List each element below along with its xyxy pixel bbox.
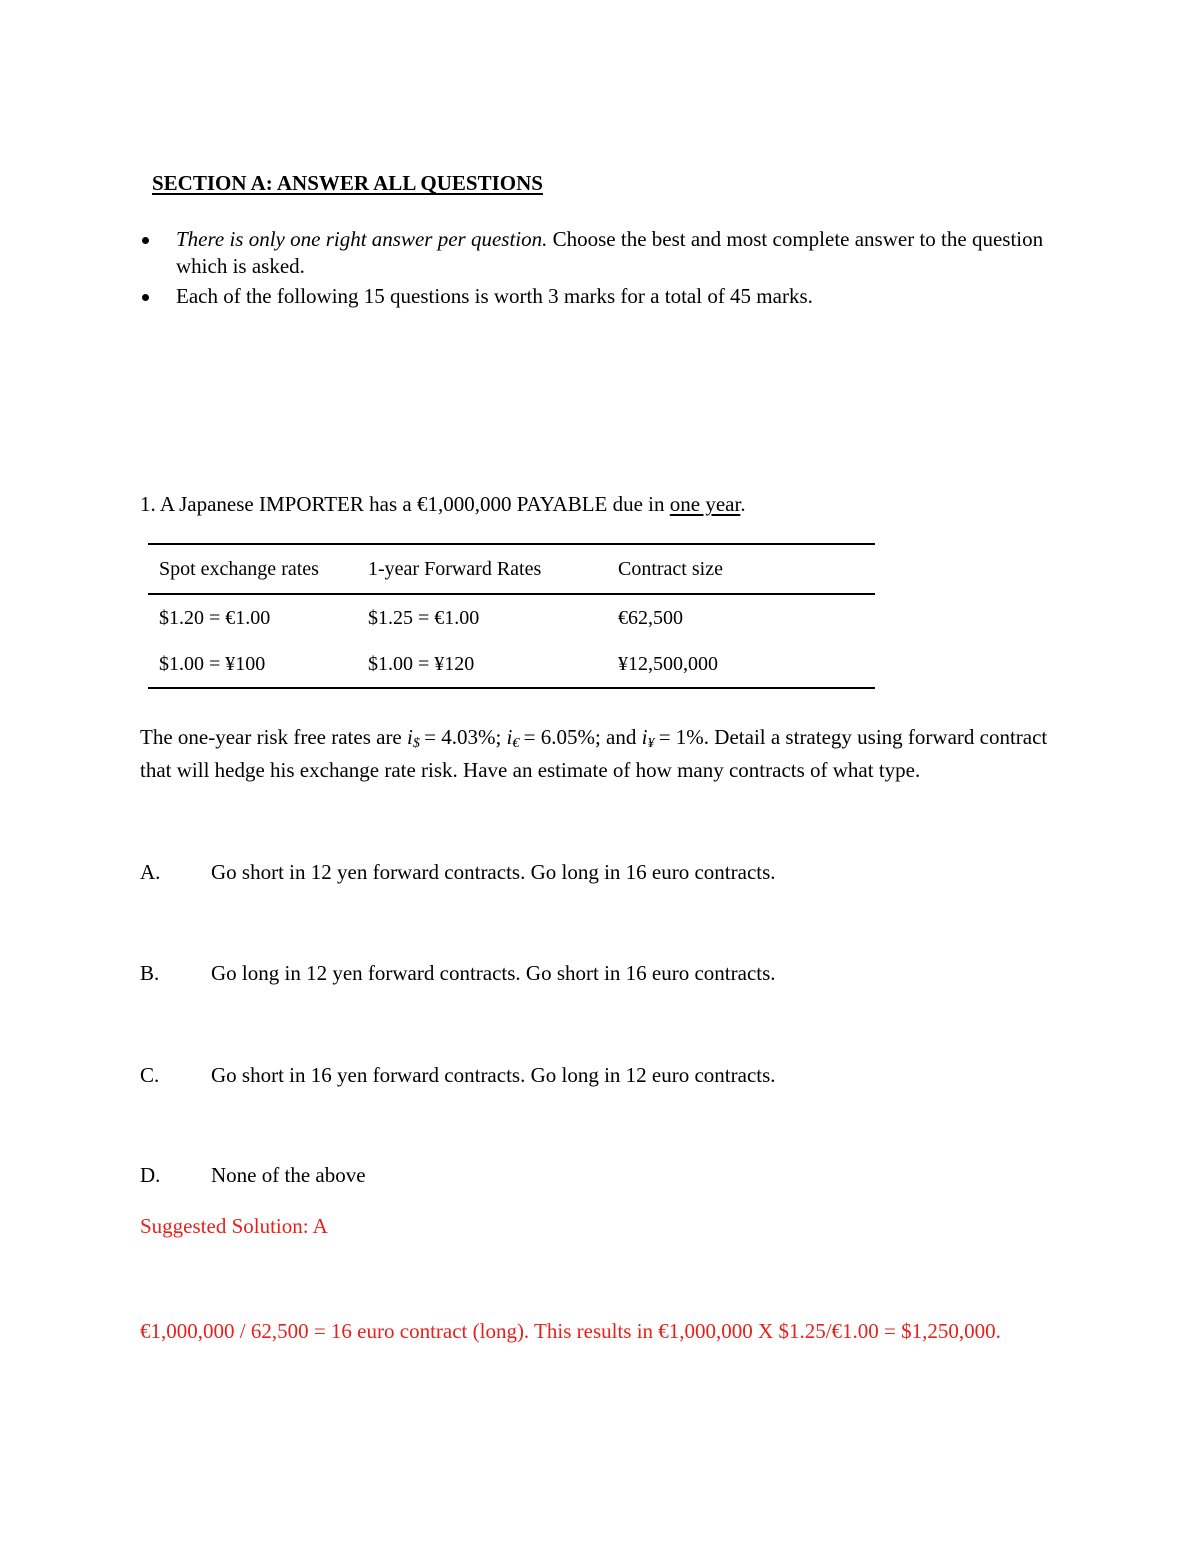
table-row <box>148 594 875 641</box>
option-letter: D. <box>140 1163 161 1187</box>
question-stem <box>140 491 746 518</box>
rate-subscript: ¥ <box>647 736 654 751</box>
table-cell: $1.25 = €1.00 <box>368 606 480 629</box>
option-letter: A. <box>140 860 161 884</box>
bullet-icon <box>142 294 149 301</box>
question-stem-end: . <box>740 492 746 516</box>
option-text: None of the above <box>211 1163 366 1187</box>
question-stem-emphasis: one year <box>669 492 741 516</box>
table-cell: ¥12,500,000 <box>607 641 875 688</box>
question-body-text: = 6.05%; and <box>518 725 642 749</box>
instruction-item <box>140 283 1060 310</box>
instruction-item <box>140 226 1060 280</box>
section-heading: SECTION A: ANSWER ALL QUESTIONS <box>152 171 543 195</box>
option-a[interactable] <box>140 859 776 886</box>
option-text: Go short in 16 yen forward contracts. Go long in 12 euro contracts. <box>211 1063 776 1087</box>
instruction-emphasis: There is only one right answer per question. <box>176 227 548 251</box>
rate-symbol: i <box>506 725 513 749</box>
option-letter: B. <box>140 961 160 985</box>
bullet-icon <box>142 237 149 244</box>
exchange-rate-table <box>148 543 875 689</box>
instruction-text: Choose the best and most complete answer to the question which is asked. <box>176 227 1044 278</box>
question-body <box>140 724 1060 784</box>
table-cell: $1.00 = ¥120 <box>357 641 607 688</box>
question-body-text: = 1%. Detail a strategy using forward contract that will hedge his exchange rate risk. Have an estimate of how many contracts of what type. <box>140 725 1048 782</box>
rate-symbol: i <box>641 725 648 749</box>
option-b[interactable] <box>140 960 776 987</box>
solution-explanation: €1,000,000 / 62,500 = 16 euro contract (long). This results in €1,000,000 X $1.25/€1.00 = $1,250,000. <box>140 1319 1001 1343</box>
suggested-solution: Suggested Solution: A <box>140 1214 328 1238</box>
table-header-row <box>148 544 875 594</box>
table-cell: €62,500 <box>618 606 683 629</box>
option-text: Go long in 12 yen forward contracts. Go short in 16 euro contracts. <box>211 961 776 985</box>
question-stem-text: 1. A Japanese IMPORTER has a €1,000,000 PAYABLE due in <box>140 492 670 516</box>
table-cell: $1.00 = ¥100 <box>148 641 357 688</box>
question-body-text: The one-year risk free rates are <box>140 725 408 749</box>
rate-subscript: € <box>512 736 519 751</box>
option-letter: C. <box>140 1063 160 1087</box>
option-c[interactable] <box>140 1062 776 1089</box>
instructions-list <box>140 226 1060 310</box>
table-cell: $1.20 = €1.00 <box>159 606 271 629</box>
option-text: Go short in 12 yen forward contracts. Go long in 16 euro contracts. <box>211 860 776 884</box>
header-spot-rates: Spot exchange rates <box>148 544 357 594</box>
instruction-text: Each of the following 15 questions is worth 3 marks for a total of 45 marks. <box>176 284 813 308</box>
rate-subscript: $ <box>412 736 419 751</box>
table-row <box>148 641 875 688</box>
option-d[interactable] <box>140 1162 366 1189</box>
header-contract-size: Contract size <box>607 544 875 594</box>
rate-symbol: i <box>407 725 413 749</box>
question-body-text: = 4.03%; <box>418 725 507 749</box>
header-forward-rates: 1-year Forward Rates <box>357 544 607 594</box>
